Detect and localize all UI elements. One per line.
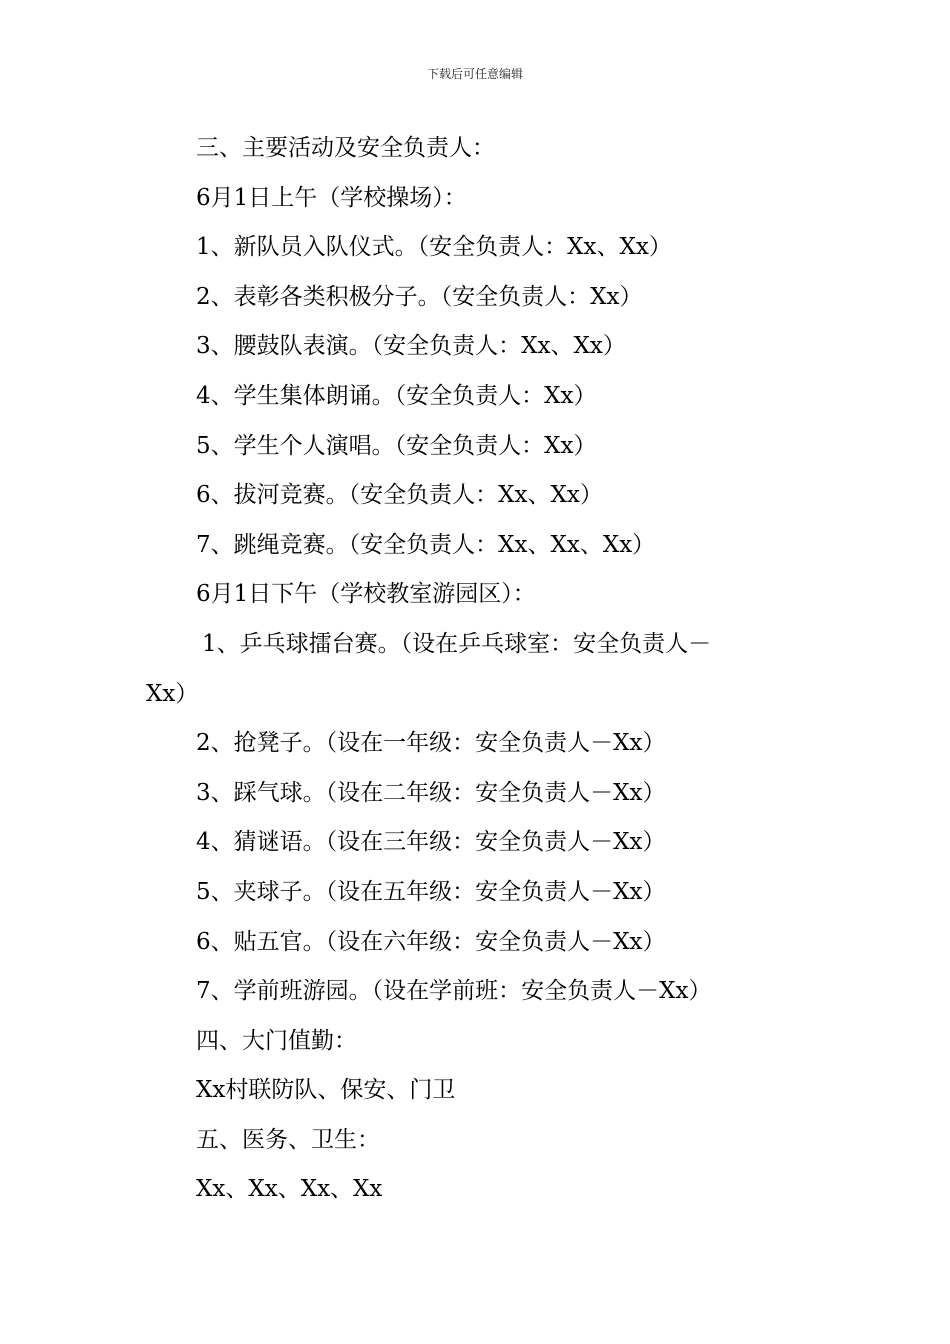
list-item: 3、踩气球。（设在二年级：安全负责人－Xx） [196, 779, 666, 806]
list-item: 5、夹球子。（设在五年级：安全负责人－Xx） [196, 878, 666, 905]
list-item: 1、乒乓球擂台赛。（设在乒乓球室：安全负责人－ [202, 630, 712, 657]
document-body [146, 124, 816, 1215]
subheading-afternoon: 6月1日下午（学校教室游园区）： [196, 581, 536, 608]
list-item: 2、表彰各类积极分子。（安全负责人：Xx） [196, 283, 643, 310]
list-item: 7、学前班游园。（设在学前班：安全负责人－Xx） [196, 978, 712, 1005]
list-item: 1、新队员入队仪式。（安全负责人：Xx、Xx） [196, 234, 672, 261]
list-item: 6、拔河竞赛。（安全负责人：Xx、Xx） [196, 482, 603, 509]
list-item: 3、腰鼓队表演。（安全负责人：Xx、Xx） [196, 333, 626, 360]
list-item: 7、跳绳竞赛。（安全负责人：Xx、Xx、Xx） [196, 531, 656, 558]
section-heading-activities: 三、主要活动及安全负责人： [196, 135, 495, 161]
list-item-continuation: Xx） [146, 680, 199, 707]
section-heading-medical: 五、医务、卫生： [196, 1126, 380, 1153]
paragraph: Xx村联防队、保安、门卫 [196, 1077, 456, 1104]
list-item: 6、贴五官。（设在六年级：安全负责人－Xx） [196, 928, 666, 955]
subheading-morning: 6月1日上午（学校操场）： [196, 184, 467, 211]
section-heading-gate-duty: 四、大门值勤： [196, 1027, 357, 1054]
paragraph: Xx、Xx、Xx、Xx [196, 1176, 383, 1203]
list-item: 4、猜谜语。（设在三年级：安全负责人－Xx） [196, 829, 666, 856]
list-item: 5、学生个人演唱。（安全负责人：Xx） [196, 432, 597, 459]
list-item: 4、学生集体朗诵。（安全负责人：Xx） [196, 382, 597, 409]
header-note: 下载后可任意编辑 [426, 67, 523, 81]
list-item: 2、抢凳子。（设在一年级：安全负责人－Xx） [196, 730, 666, 757]
